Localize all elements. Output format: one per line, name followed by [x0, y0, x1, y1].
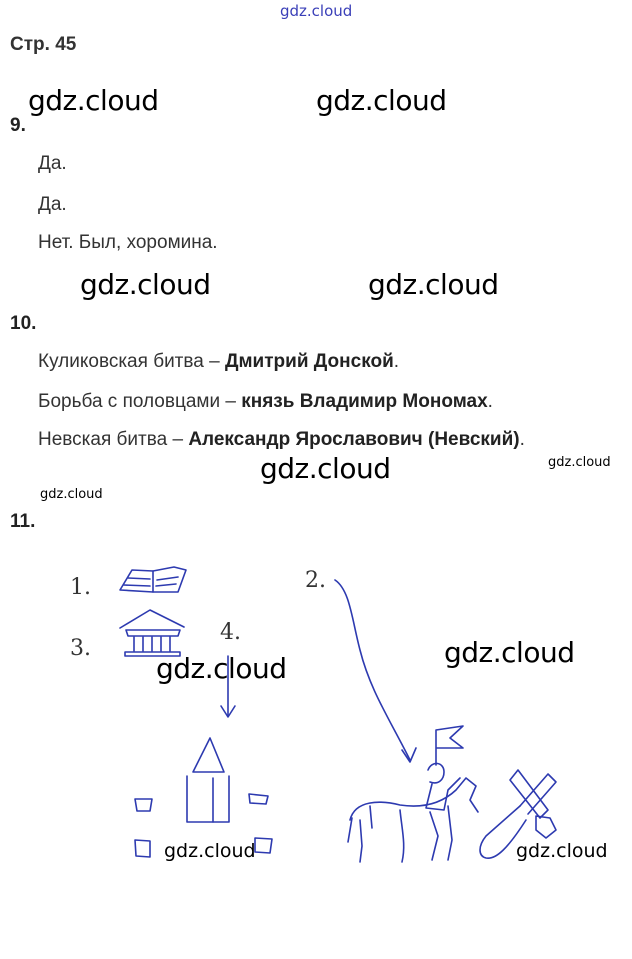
answer-9-1: Да.	[38, 153, 67, 174]
answer-bold: князь Владимир Мономах	[241, 391, 488, 412]
drawing-label-3: 3.	[70, 636, 91, 661]
watermark: gdz.cloud	[516, 840, 608, 862]
question-number-10: 10.	[10, 313, 37, 334]
answer-bold: Дмитрий Донской	[224, 351, 394, 372]
watermark: gdz.cloud	[40, 487, 103, 502]
answer-bold: Александр Ярославович (Невский)	[188, 429, 520, 450]
watermark: gdz.cloud	[28, 84, 159, 117]
watermark: gdz.cloud	[156, 652, 287, 685]
horseman-icon	[348, 726, 478, 862]
drawing-label-4: 4.	[220, 620, 241, 645]
watermark: gdz.cloud	[260, 452, 391, 485]
answer-prefix: Куликовская битва –	[38, 351, 225, 372]
answer-suffix: .	[519, 429, 525, 450]
building-icon	[120, 610, 184, 656]
answer-suffix: .	[487, 391, 493, 412]
book-icon	[120, 567, 186, 592]
question-number-11: 11.	[10, 511, 36, 532]
answer-9-2: Да.	[38, 194, 67, 215]
page-label: Стр. 45	[10, 34, 77, 55]
watermark: gdz.cloud	[444, 636, 575, 669]
answer-prefix: Борьба с половцами –	[38, 391, 242, 412]
watermark-top: gdz.cloud	[280, 2, 353, 20]
watermark: gdz.cloud	[316, 84, 447, 117]
drawing-label-2: 2.	[305, 568, 326, 593]
drawing-label-1: 1.	[70, 575, 91, 600]
answer-suffix: .	[393, 351, 400, 372]
question-number-9: 9.	[10, 115, 26, 136]
watermark: gdz.cloud	[80, 268, 211, 301]
watermark: gdz.cloud	[368, 268, 499, 301]
watermark: gdz.cloud	[164, 840, 256, 862]
answer-9-3: Нет. Был, хоромина.	[38, 232, 218, 253]
answer-prefix: Невская битва –	[38, 429, 189, 450]
watermark: gdz.cloud	[548, 455, 611, 470]
